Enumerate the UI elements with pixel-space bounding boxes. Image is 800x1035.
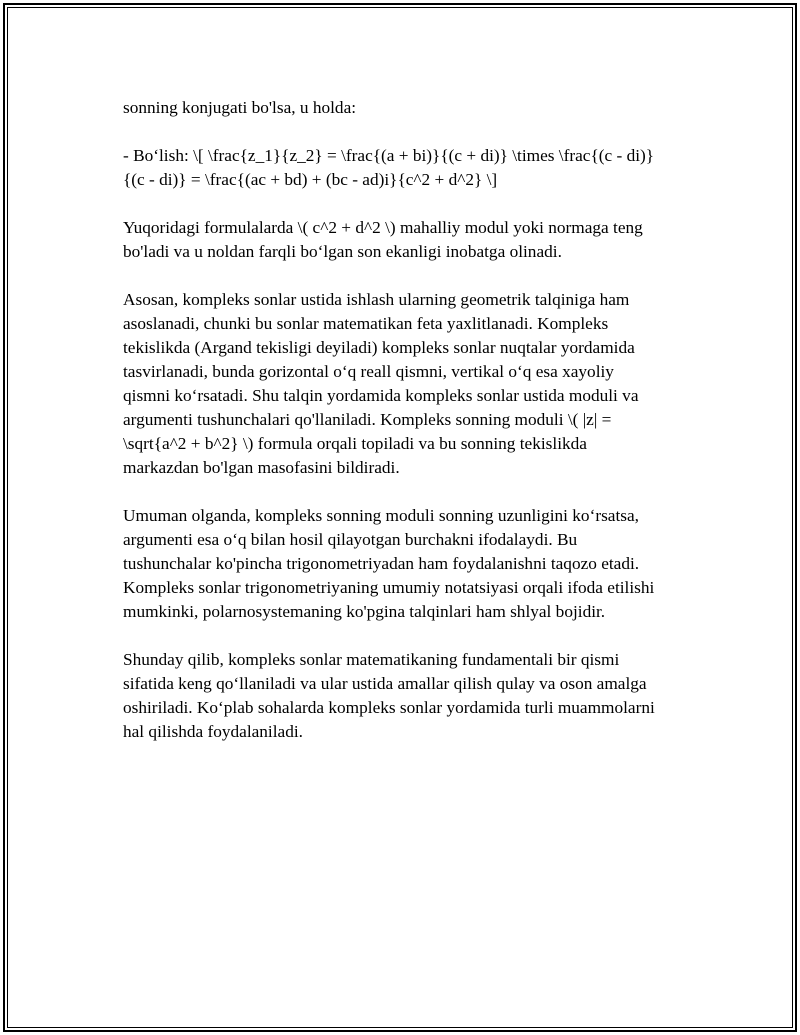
text-line: Asosan, kompleks sonlar ustida ishlash ularning geometrik talqiniga ham [123, 290, 630, 309]
text-line: argumenti tushunchalari qo'llaniladi. Kompleks sonning moduli \( |z| = [123, 410, 612, 429]
text-line: sifatida keng qo‘llaniladi va ular ustida amallar qilish qulay va oson amalga [123, 674, 647, 693]
text-line: \sqrt{a^2 + b^2} \) formula orqali topiladi va bu sonning tekislikda [123, 434, 587, 453]
text-line: hal qilishda foydalaniladi. [123, 722, 303, 741]
text-line: qismni ko‘rsatadi. Shu talqin yordamida kompleks sonlar ustida moduli va [123, 386, 639, 405]
text-line: mumkinki, polarnosystemaning ko'pgina talqinlari ham shlyal bojidir. [123, 602, 606, 621]
text-line: oshiriladi. Ko‘plab sohalarda kompleks sonlar yordamida turli muammolarni [123, 698, 655, 717]
text-line: bo'ladi va u noldan farqli bo‘lgan son ekanligi inobatga olinadi. [123, 242, 562, 261]
text-line: Shunday qilib, kompleks sonlar matematikaning fundamentali bir qismi [123, 650, 620, 669]
paragraph-conjugate [123, 96, 703, 120]
paragraph-conclusion [123, 648, 703, 744]
paragraph-division-formula [123, 144, 703, 192]
page-frame [3, 3, 797, 1032]
text-line: argumenti esa o‘q bilan hosil qilayotgan burchakni ifodalaydi. Bu [123, 530, 578, 549]
text-line: {(c - di)} = \frac{(ac + bd) + (bc - ad)i}{c^2 + d^2} \] [123, 170, 498, 189]
paragraph-norm [123, 216, 703, 264]
text-line: tekislikda (Argand tekisligi deyiladi) kompleks sonlar nuqtalar yordamida [123, 338, 635, 357]
text-line: sonning konjugati bo'lsa, u holda: [123, 98, 357, 117]
text-line: tasvirlanadi, bunda gorizontal o‘q reall qismni, vertikal o‘q esa xayoliy [123, 362, 614, 381]
paragraph-modulus-argument [123, 504, 703, 624]
text-line: markazdan bo'lgan masofasini bildiradi. [123, 458, 400, 477]
paragraph-geometric [123, 288, 703, 480]
text-line: tushunchalar ko'pincha trigonometriyadan ham foydalanishni taqozo etadi. [123, 554, 640, 573]
text-line: Kompleks sonlar trigonometriyaning umumiy notatsiyasi orqali ifoda etilishi [123, 578, 655, 597]
text-line: - Bo‘lish: \[ \frac{z_1}{z_2} = \frac{(a + bi)}{(c + di)} \times \frac{(c - di)} [123, 146, 655, 165]
text-line: Umuman olganda, kompleks sonning moduli sonning uzunligini ko‘rsatsa, [123, 506, 639, 525]
text-line: asoslanadi, chunki bu sonlar matematikan feta yaxlitlanadi. Kompleks [123, 314, 609, 333]
text-line: Yuqoridagi formulalarda \( c^2 + d^2 \) mahalliy modul yoki normaga teng [123, 218, 643, 237]
document-body [123, 96, 703, 768]
